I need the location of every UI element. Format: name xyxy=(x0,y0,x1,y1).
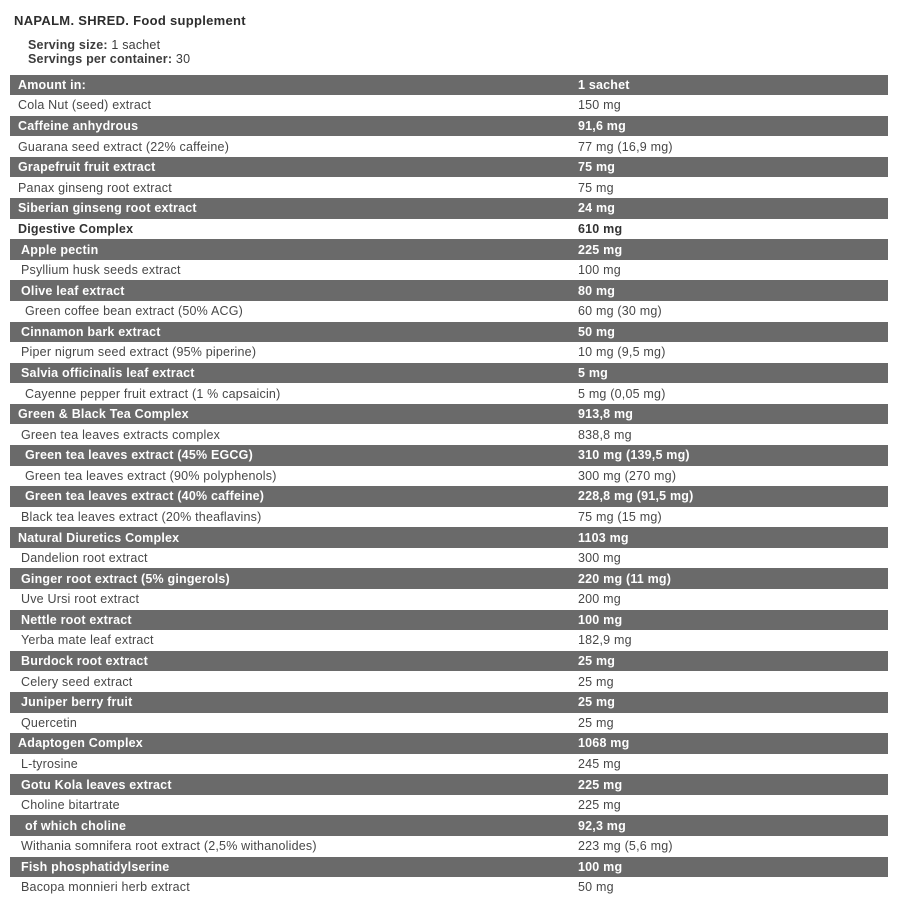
amount-cell: 220 mg (11 mg) xyxy=(578,571,672,586)
ingredient-cell: Olive leaf extract xyxy=(21,283,125,298)
ingredient-cell: Adaptogen Complex xyxy=(18,736,143,751)
product-title: NAPALM. SHRED. Food supplement xyxy=(14,13,246,28)
amount-cell: 100 mg xyxy=(578,263,621,278)
amount-cell: 200 mg xyxy=(578,592,621,607)
table-row xyxy=(10,239,888,260)
ingredient-cell: Salvia officinalis leaf extract xyxy=(21,365,195,380)
table-row xyxy=(10,774,888,795)
table-row xyxy=(10,383,888,404)
table-row xyxy=(10,198,888,219)
table-row xyxy=(10,280,888,301)
ingredient-cell: Piper nigrum seed extract (95% piperine) xyxy=(21,345,257,360)
amount-cell: 913,8 mg xyxy=(578,407,634,422)
amount-cell: 610 mg xyxy=(578,221,623,236)
table-row xyxy=(10,177,888,198)
table-row xyxy=(10,857,888,878)
amount-cell: 75 mg xyxy=(578,180,614,195)
table-row xyxy=(10,671,888,692)
ingredient-cell: Apple pectin xyxy=(21,242,99,257)
ingredient-cell: of which choline xyxy=(25,818,127,833)
servings-per-container-line xyxy=(28,52,900,66)
ingredient-cell: Psyllium husk seeds extract xyxy=(21,263,181,278)
serving-size-line xyxy=(28,38,900,52)
ingredient-cell: Siberian ginseng root extract xyxy=(18,201,197,216)
ingredient-cell: Black tea leaves extract (20% theaflavins) xyxy=(21,510,262,525)
supplement-table xyxy=(10,75,888,898)
table-row xyxy=(10,260,888,281)
table-row xyxy=(10,589,888,610)
ingredient-cell: Cinnamon bark extract xyxy=(21,324,161,339)
table-row xyxy=(10,322,888,343)
table-row xyxy=(10,301,888,322)
ingredient-cell: Withania somnifera root extract (2,5% withanolides) xyxy=(21,839,317,854)
amount-cell: 75 mg (15 mg) xyxy=(578,510,662,525)
amount-cell: 50 mg xyxy=(578,880,614,895)
table-row xyxy=(10,445,888,466)
table-header-row xyxy=(10,75,888,96)
ingredient-cell: Green tea leaves extract (45% EGCG) xyxy=(25,448,253,463)
ingredient-cell: Green tea leaves extract (40% caffeine) xyxy=(25,489,265,504)
ingredient-cell: Yerba mate leaf extract xyxy=(21,633,154,648)
table-row xyxy=(10,692,888,713)
table-row xyxy=(10,815,888,836)
table-row xyxy=(10,507,888,528)
ingredient-cell: Gotu Kola leaves extract xyxy=(21,777,172,792)
amount-cell: 300 mg (270 mg) xyxy=(578,468,677,483)
ingredient-cell: Dandelion root extract xyxy=(21,551,148,566)
amount-cell: 245 mg xyxy=(578,756,621,771)
amount-cell: 25 mg xyxy=(578,674,614,689)
amount-cell: 5 mg xyxy=(578,365,608,380)
ingredient-column-header: Amount in: xyxy=(18,77,86,92)
ingredient-cell: Cola Nut (seed) extract xyxy=(18,98,152,113)
table-row xyxy=(10,404,888,425)
table-row xyxy=(10,486,888,507)
table-row xyxy=(10,795,888,816)
table-row xyxy=(10,754,888,775)
amount-cell: 1103 mg xyxy=(578,530,629,545)
ingredient-cell: Quercetin xyxy=(21,715,77,730)
table-row xyxy=(10,136,888,157)
ingredient-cell: Green tea leaves extract (90% polyphenols) xyxy=(25,468,277,483)
amount-cell: 92,3 mg xyxy=(578,818,626,833)
amount-cell: 310 mg (139,5 mg) xyxy=(578,448,690,463)
servings-per-container-value: 30 xyxy=(175,52,191,67)
table-row xyxy=(10,548,888,569)
ingredient-cell: Green & Black Tea Complex xyxy=(18,407,189,422)
amount-cell: 228,8 mg (91,5 mg) xyxy=(578,489,694,504)
table-row xyxy=(10,424,888,445)
table-row xyxy=(10,363,888,384)
table-row xyxy=(10,630,888,651)
amount-cell: 182,9 mg xyxy=(578,633,632,648)
table-row xyxy=(10,610,888,631)
amount-cell: 100 mg xyxy=(578,859,623,874)
servings-per-container-label: Servings per container: xyxy=(28,52,173,67)
ingredient-cell: Ginger root extract (5% gingerols) xyxy=(21,571,230,586)
table-row xyxy=(10,95,888,116)
table-row xyxy=(10,527,888,548)
amount-cell: 225 mg xyxy=(578,777,623,792)
amount-cell: 50 mg xyxy=(578,324,616,339)
amount-cell: 838,8 mg xyxy=(578,427,632,442)
amount-cell: 225 mg xyxy=(578,798,621,813)
amount-cell: 25 mg xyxy=(578,654,616,669)
amount-cell: 150 mg xyxy=(578,98,621,113)
header-block xyxy=(0,0,900,67)
serving-size-value: 1 sachet xyxy=(111,38,161,52)
ingredient-cell: Green coffee bean extract (50% ACG) xyxy=(25,304,243,319)
ingredient-cell: Fish phosphatidylserine xyxy=(21,859,170,874)
amount-cell: 223 mg (5,6 mg) xyxy=(578,839,673,854)
ingredient-cell: Cayenne pepper fruit extract (1 % capsaicin) xyxy=(25,386,281,401)
amount-cell: 77 mg (16,9 mg) xyxy=(578,139,673,154)
ingredient-cell: Juniper berry fruit xyxy=(21,695,133,710)
table-row xyxy=(10,342,888,363)
amount-cell: 60 mg (30 mg) xyxy=(578,304,662,319)
ingredient-cell: Grapefruit fruit extract xyxy=(18,160,156,175)
amount-cell: 5 mg (0,05 mg) xyxy=(578,386,666,401)
table-row xyxy=(10,733,888,754)
ingredient-cell: Caffeine anhydrous xyxy=(18,119,139,134)
amount-cell: 10 mg (9,5 mg) xyxy=(578,345,666,360)
serving-size-label: Serving size: xyxy=(28,38,108,52)
amount-cell: 75 mg xyxy=(578,160,616,175)
ingredient-cell: Nettle root extract xyxy=(21,612,132,627)
table-row xyxy=(10,219,888,240)
table-row xyxy=(10,116,888,137)
table-row xyxy=(10,466,888,487)
ingredient-cell: Uve Ursi root extract xyxy=(21,592,140,607)
amount-cell: 300 mg xyxy=(578,551,621,566)
ingredient-cell: Guarana seed extract (22% caffeine) xyxy=(18,139,230,154)
amount-cell: 24 mg xyxy=(578,201,616,216)
ingredient-cell: L-tyrosine xyxy=(21,756,78,771)
table-row xyxy=(10,568,888,589)
table-row xyxy=(10,877,888,898)
ingredient-cell: Bacopa monnieri herb extract xyxy=(21,880,190,895)
amount-cell: 225 mg xyxy=(578,242,623,257)
ingredient-cell: Choline bitartrate xyxy=(21,798,120,813)
amount-cell: 80 mg xyxy=(578,283,616,298)
ingredient-cell: Burdock root extract xyxy=(21,654,148,669)
amount-column-header: 1 sachet xyxy=(578,77,630,92)
table-row xyxy=(10,651,888,672)
amount-cell: 25 mg xyxy=(578,715,614,730)
amount-cell: 1068 mg xyxy=(578,736,630,751)
table-row xyxy=(10,157,888,178)
table-row xyxy=(10,713,888,734)
ingredient-cell: Celery seed extract xyxy=(21,674,133,689)
serving-info xyxy=(28,38,900,67)
amount-cell: 100 mg xyxy=(578,612,623,627)
ingredient-cell: Panax ginseng root extract xyxy=(18,180,172,195)
ingredient-cell: Green tea leaves extracts complex xyxy=(21,427,221,442)
table-row xyxy=(10,836,888,857)
ingredient-cell: Natural Diuretics Complex xyxy=(18,530,180,545)
amount-cell: 25 mg xyxy=(578,695,616,710)
amount-cell: 91,6 mg xyxy=(578,119,626,134)
ingredient-cell: Digestive Complex xyxy=(18,221,134,236)
